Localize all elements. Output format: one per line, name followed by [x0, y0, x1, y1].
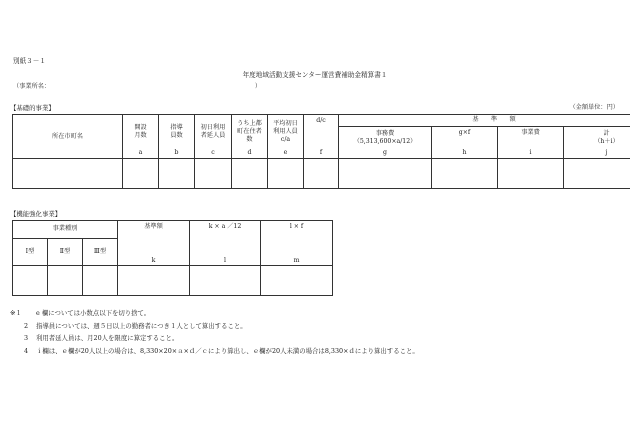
- basic-project-table: [12, 114, 630, 189]
- input-d-over-c[interactable]: [304, 159, 339, 189]
- header-type-3: Ⅲ型: [83, 239, 118, 266]
- header-g-times-f: g×f: [432, 127, 498, 149]
- document-title: 年度地域活動支援センター運営費補助金精算書１: [242, 71, 388, 79]
- header-project-type: 事業種別: [13, 221, 118, 239]
- office-name-line: [13, 83, 261, 91]
- attachment-number: 別紙３－１: [13, 57, 46, 65]
- header-l-times-f: l × f: [261, 221, 333, 257]
- input-months[interactable]: [123, 159, 159, 189]
- header-average-users: 平均初日 利用人員 c/a: [268, 115, 304, 149]
- input-municipality[interactable]: [13, 159, 123, 189]
- letter-e: e: [268, 149, 304, 159]
- letter-k: k: [118, 257, 190, 266]
- letter-a: a: [123, 149, 159, 159]
- function-project-table: [12, 220, 333, 296]
- letter-c: c: [195, 149, 232, 159]
- note-number: 4: [24, 346, 29, 355]
- input-l-times-f[interactable]: [261, 266, 333, 296]
- letter-f: f: [304, 149, 339, 159]
- letter-l: l: [190, 257, 261, 266]
- letter-g: g: [339, 149, 432, 159]
- header-standard-amount: 基 準 額: [339, 115, 630, 127]
- input-average-users[interactable]: [268, 159, 304, 189]
- letter-b: b: [159, 149, 195, 159]
- letter-h: h: [432, 149, 498, 159]
- header-instructors: 指導 員数: [159, 115, 195, 149]
- letter-j: j: [564, 149, 630, 159]
- header-resident-users: うち上都 町在住者 数: [232, 115, 268, 149]
- header-d-over-c: d/c: [304, 115, 339, 149]
- header-months: 開設 月数: [123, 115, 159, 149]
- input-instructors[interactable]: [159, 159, 195, 189]
- header-office-cost-formula: （5,313,600×a/12）: [353, 137, 417, 145]
- letter-m: m: [261, 257, 333, 266]
- input-resident-users[interactable]: [232, 159, 268, 189]
- input-type-3[interactable]: [83, 266, 118, 296]
- office-name-label: （事業所名：: [13, 83, 51, 90]
- note-text: 利用者延人員は、月20人を限度に算定すること。: [36, 334, 179, 343]
- header-type-1: Ⅰ型: [13, 239, 48, 266]
- input-type-1[interactable]: [13, 266, 48, 296]
- input-total[interactable]: [564, 159, 630, 189]
- input-first-day-users[interactable]: [195, 159, 232, 189]
- header-k-times-a: k × a ／12: [190, 221, 261, 257]
- letter-i: i: [498, 149, 564, 159]
- input-project-cost[interactable]: [498, 159, 564, 189]
- unit-note: （金額単位：円）: [569, 104, 619, 111]
- note-number: 3: [24, 334, 29, 343]
- header-type-2: Ⅱ型: [48, 239, 83, 266]
- function-section-label: 【機能強化事業】: [10, 210, 62, 218]
- note-text: 指導員については、週５日以上の勤務者につき１人として算出すること。: [36, 321, 247, 330]
- input-type-2[interactable]: [48, 266, 83, 296]
- header-total-label: 計: [603, 129, 610, 137]
- input-g-times-f[interactable]: [432, 159, 498, 189]
- note-number: 2: [24, 321, 29, 330]
- header-office-cost-label: 事務費: [375, 129, 395, 137]
- input-k-times-a[interactable]: [190, 266, 261, 296]
- header-total: [564, 127, 630, 149]
- input-base-amount[interactable]: [118, 266, 190, 296]
- note-text: e 欄については小数点以下を切り捨て。: [36, 309, 151, 317]
- header-base-amount: 基準額: [118, 221, 190, 257]
- basic-section-label: 【基礎的事業】: [10, 104, 55, 112]
- note-text: ｉ欄は、ｅ欄が20人以上の場合は、8,330×20×ａ×ｄ／ｃにより算出し、ｅ欄が20人未満の場合は8,330×ｄにより算出すること。: [36, 346, 419, 355]
- note-mark: ※１: [10, 309, 22, 317]
- office-name-close: ）: [254, 83, 261, 90]
- header-project-cost: 事業費: [498, 127, 564, 149]
- header-total-formula: （h＋i）: [594, 137, 619, 145]
- header-municipality: 所在市町名: [13, 115, 123, 149]
- header-office-cost: [339, 127, 432, 149]
- letter-d: d: [232, 149, 268, 159]
- input-office-cost[interactable]: [339, 159, 432, 189]
- header-first-day-users: 初日利用 者延人員: [195, 115, 232, 149]
- letter-blank: [13, 149, 123, 159]
